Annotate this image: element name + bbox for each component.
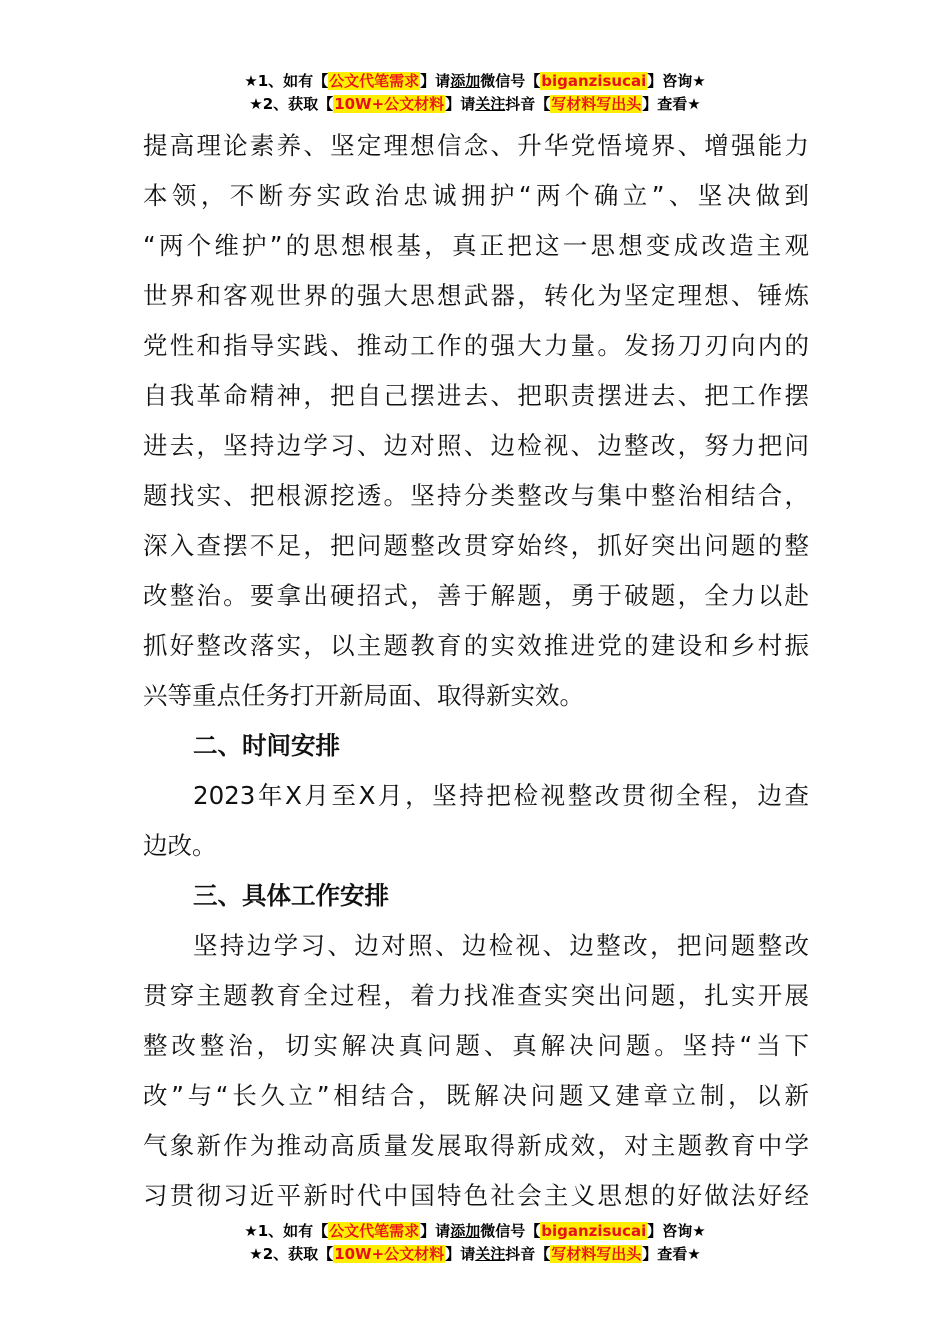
banner-line-1: ★1、如有【公文代笔需求】请添加微信号【biganzisucai】咨询★: [244, 1222, 706, 1240]
banner-highlight: biganzisucai: [541, 1222, 647, 1240]
text-line: 贯穿主题教育全过程，着力找准查实突出问题，扎实开展: [143, 981, 809, 1010]
banner-highlight: 写材料写出头: [551, 1245, 642, 1263]
section-heading: 二、时间安排: [193, 731, 340, 760]
section-heading: 三、具体工作安排: [193, 881, 389, 910]
banner-highlight: 公文代笔需求: [329, 72, 420, 90]
banner-underlined: 关注: [475, 1245, 506, 1263]
text-line: 题找实、把根源挖透。坚持分类整改与集中整治相结合，: [143, 481, 809, 510]
text-line: “两个维护”的思想根基，真正把这一思想变成改造主观: [143, 231, 809, 260]
banner-line-2: ★2、获取【10W+公文材料】请关注抖音【写材料写出头】查看★: [249, 95, 701, 113]
text-line: 整改整治，切实解决真问题、真解决问题。坚持“当下: [143, 1031, 809, 1060]
text-line: 提高理论素养、坚定理想信念、升华党悟境界、增强能力: [143, 131, 809, 160]
text-line: 本领，不断夯实政治忠诚拥护“两个确立”、坚决做到: [143, 181, 809, 210]
text-line: 2023年X月至X月，坚持把检视整改贯彻全程，边查: [193, 781, 809, 810]
banner-highlight: 10W+公文材料: [334, 1245, 445, 1263]
banner-highlight: biganzisucai: [541, 72, 647, 90]
banner-highlight: 公文代笔需求: [329, 1222, 420, 1240]
header-banner: [0, 70, 950, 116]
text-line: 边改。: [143, 831, 217, 860]
banner-line-2: ★2、获取【10W+公文材料】请关注抖音【写材料写出头】查看★: [249, 1245, 701, 1263]
text-line: 改整治。要拿出硬招式，善于解题，勇于破题，全力以赴: [143, 581, 809, 610]
banner-underlined: 关注: [475, 95, 506, 113]
banner-line-1: ★1、如有【公文代笔需求】请添加微信号【biganzisucai】咨询★: [244, 72, 706, 90]
text-line: 气象新作为推动高质量发展取得新成效，对主题教育中学: [143, 1131, 809, 1160]
text-line: 自我革命精神，把自己摆进去、把职责摆进去、把工作摆: [143, 381, 809, 410]
banner-underlined: 添加: [450, 1222, 481, 1240]
banner-highlight: 写材料写出头: [551, 95, 642, 113]
footer-banner: [0, 1220, 950, 1266]
banner-underlined: 添加: [450, 72, 481, 90]
text-line: 党性和指导实践、推动工作的强大力量。发扬刀刃向内的: [143, 331, 809, 360]
text-line: 兴等重点任务打开新局面、取得新实效。: [143, 681, 584, 710]
text-line: 深入查摆不足，把问题整改贯穿始终，抓好突出问题的整: [143, 531, 809, 560]
text-line: 世界和客观世界的强大思想武器，转化为坚定理想、锤炼: [143, 281, 809, 310]
text-line: 习贯彻习近平新时代中国特色社会主义思想的好做法好经: [143, 1181, 809, 1210]
text-line: 坚持边学习、边对照、边检视、边整改，把问题整改: [193, 931, 809, 960]
text-line: 改”与“长久立”相结合，既解决问题又建章立制，以新: [143, 1081, 809, 1110]
banner-highlight: 10W+公文材料: [334, 95, 445, 113]
text-line: 抓好整改落实，以主题教育的实效推进党的建设和乡村振: [143, 631, 809, 660]
document-body: [143, 121, 809, 1221]
text-line: 进去，坚持边学习、边对照、边检视、边整改，努力把问: [143, 431, 809, 460]
